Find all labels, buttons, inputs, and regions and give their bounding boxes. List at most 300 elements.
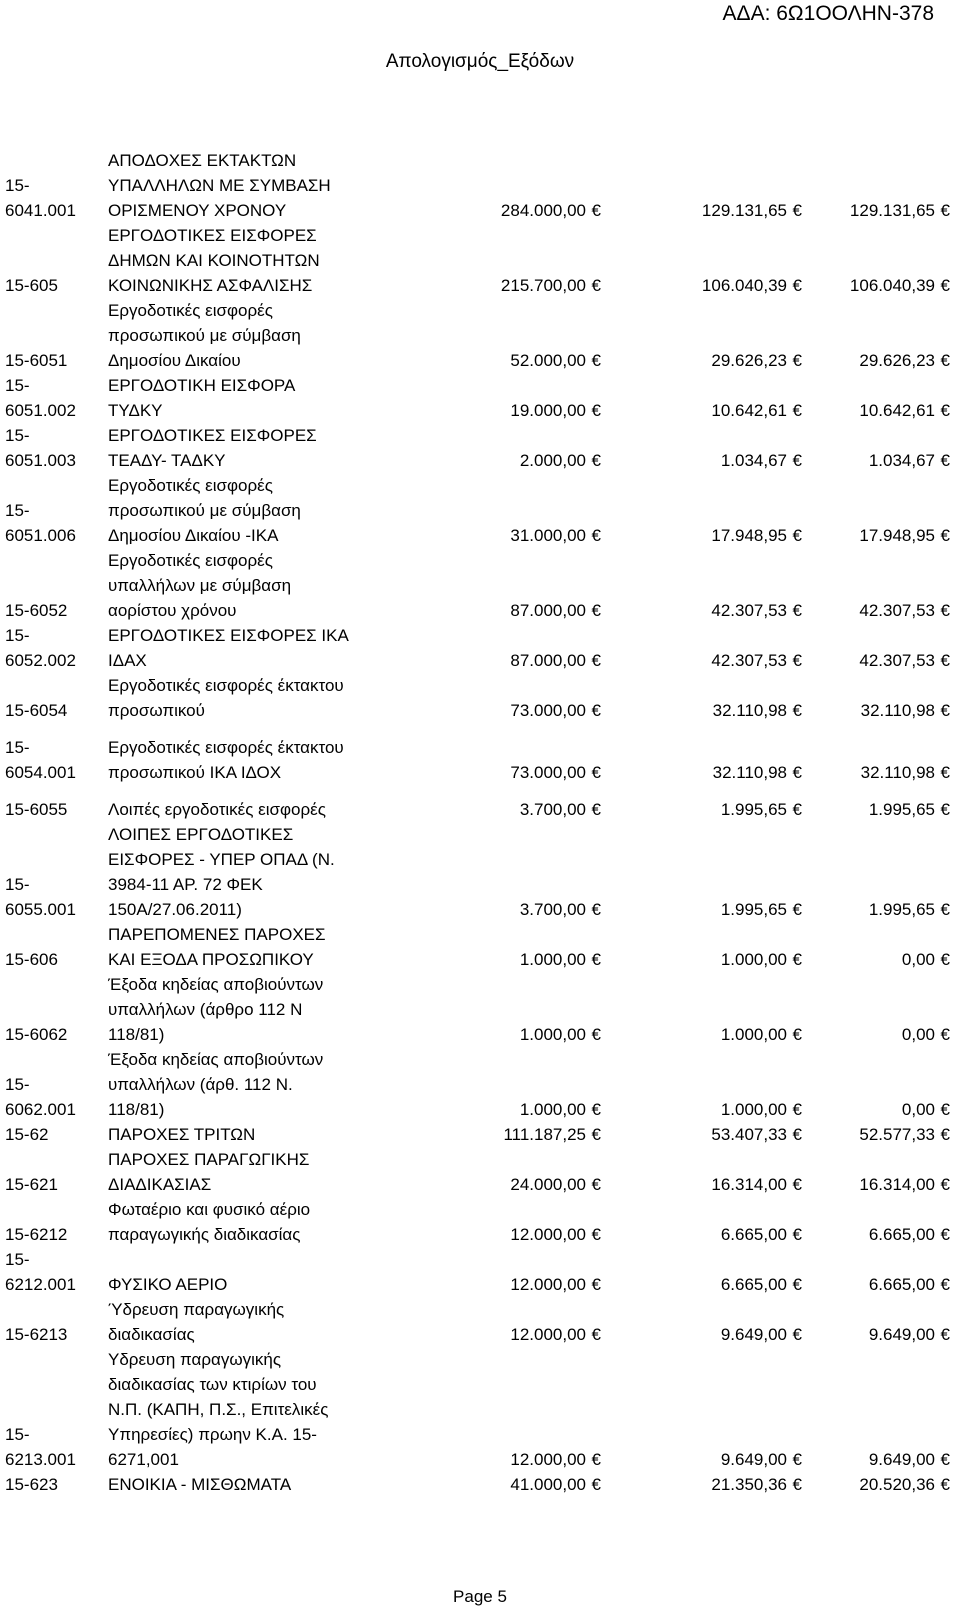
table-row [0, 223, 960, 298]
account-code-line: 6041.001 [5, 201, 76, 220]
account-description [108, 1297, 284, 1347]
committed-amount [721, 797, 802, 822]
amount-value: 32.110,98 [712, 701, 787, 720]
description-line: ΤΕΑΔΥ- ΤΑΔΚΥ [108, 451, 226, 470]
account-description [108, 148, 331, 223]
budget-amount [510, 698, 601, 723]
account-description [108, 298, 301, 373]
euro-sign: € [792, 1275, 802, 1294]
amount-value: 73.000,00 [510, 701, 586, 720]
account-code-line: 6055.001 [5, 900, 76, 919]
description-line: Εργοδοτικές εισφορές έκτακτου [108, 738, 344, 757]
account-code-line: 15- [5, 626, 30, 645]
account-code [5, 173, 105, 223]
paid-amount [869, 1447, 950, 1472]
budget-amount [503, 1122, 601, 1147]
description-line: προσωπικού ΙΚΑ ΙΔΟΧ [108, 763, 282, 782]
amount-value: 12.000,00 [510, 1275, 586, 1294]
description-line: ΕΡΓΟΔΟΤΙΚΕΣ ΕΙΣΦΟΡΕΣ ΙΚΑ [108, 626, 349, 645]
euro-sign: € [792, 1125, 802, 1144]
euro-sign: € [940, 1025, 950, 1044]
amount-value: 1.995,65 [868, 900, 935, 919]
table-row [0, 735, 960, 785]
table-row [0, 548, 960, 623]
account-code-line: 6212.001 [5, 1275, 76, 1294]
euro-sign: € [940, 1475, 950, 1494]
paid-amount [869, 448, 950, 473]
description-line: ΚΟΙΝΩΝΙΚΗΣ ΑΣΦΑΛΙΣΗΣ [108, 276, 313, 295]
table-row [0, 1472, 960, 1497]
account-code-line: 15- [5, 176, 30, 195]
account-code [5, 872, 105, 922]
table-row [0, 623, 960, 673]
amount-value: 41.000,00 [510, 1475, 586, 1494]
committed-amount [711, 398, 802, 423]
account-code-line: 15-621 [5, 1175, 58, 1194]
euro-sign: € [940, 800, 950, 819]
committed-amount [711, 1472, 802, 1497]
committed-amount [711, 523, 802, 548]
euro-sign: € [591, 1025, 601, 1044]
amount-value: 17.948,95 [859, 526, 935, 545]
description-line: αορίστου χρόνου [108, 601, 237, 620]
account-code-line: 15-62 [5, 1125, 49, 1144]
description-line: Υπηρεσίες) πρωην Κ.Α. 15- [108, 1425, 317, 1444]
table-row [0, 1297, 960, 1347]
amount-value: 19.000,00 [510, 401, 586, 420]
description-line: ΔΙΑΔΙΚΑΣΙΑΣ [108, 1175, 212, 1194]
account-code [5, 1322, 105, 1347]
description-line: ΟΡΙΣΜΕΝΟΥ ΧΡΟΝΟΥ [108, 201, 287, 220]
description-line: ΕΡΓΟΔΟΤΙΚΗ ΕΙΣΦΟΡΑ [108, 376, 296, 395]
euro-sign: € [792, 351, 802, 370]
account-code [5, 498, 105, 548]
description-line: ΚΑΙ ΕΞΟΔΑ ΠΡΟΣΩΠΙΚΟΥ [108, 950, 314, 969]
euro-sign: € [940, 201, 950, 220]
description-line: ΠΑΡΕΠΟΜΕΝΕΣ ΠΑΡΟΧΕΣ [108, 925, 326, 944]
account-code [5, 598, 105, 623]
account-code-line: 15-6054 [5, 701, 68, 720]
amount-value: 32.110,98 [860, 763, 935, 782]
paid-amount [850, 273, 950, 298]
table-row [0, 822, 960, 922]
account-code [5, 1072, 105, 1122]
paid-amount [869, 797, 950, 822]
committed-amount [713, 760, 802, 785]
account-code [5, 797, 105, 822]
description-line: ΤΥΔΚΥ [108, 401, 163, 420]
euro-sign: € [792, 201, 802, 220]
amount-value: 284.000,00 [500, 201, 586, 220]
amount-value: 29.626,23 [711, 351, 787, 370]
euro-sign: € [940, 351, 950, 370]
table-row [0, 1122, 960, 1147]
description-line: υπαλλήλων (άρθ. 112 Ν. [108, 1075, 293, 1094]
account-description [108, 1122, 255, 1147]
paid-amount [861, 698, 950, 723]
euro-sign: € [940, 900, 950, 919]
amount-value: 1.995,65 [720, 900, 787, 919]
table-row [0, 922, 960, 972]
amount-value: 42.307,53 [711, 601, 787, 620]
budget-amount [510, 760, 601, 785]
euro-sign: € [792, 800, 802, 819]
account-description [108, 797, 326, 822]
committed-amount [721, 1022, 802, 1047]
page-title: Απολογισμός_Εξόδων [385, 51, 575, 72]
committed-amount [721, 1272, 802, 1297]
budget-amount [520, 897, 601, 922]
amount-value: 3.700,00 [519, 800, 586, 819]
amount-value: 1.995,65 [868, 800, 935, 819]
paid-amount [859, 1472, 950, 1497]
description-line: Δημοσίου Δικαίου [108, 351, 241, 370]
amount-value: 6.665,00 [720, 1275, 787, 1294]
account-code [5, 1472, 105, 1497]
account-description [108, 822, 335, 922]
amount-value: 52.000,00 [510, 351, 586, 370]
description-line: ΥΠΑΛΛΗΛΩΝ ΜΕ ΣΥΜΒΑΣΗ [108, 176, 331, 195]
description-line: ΕΡΓΟΔΟΤΙΚΕΣ ΕΙΣΦΟΡΕΣ [108, 226, 317, 245]
account-description [108, 922, 326, 972]
paid-amount [869, 1222, 950, 1247]
amount-value: 10.642,61 [859, 401, 935, 420]
budget-amount [510, 1222, 601, 1247]
account-code [5, 623, 105, 673]
description-line: 6271,001 [108, 1450, 179, 1469]
amount-value: 6.665,00 [868, 1275, 935, 1294]
euro-sign: € [940, 1450, 950, 1469]
ada-identifier: ΑΔΑ: 6Ω1ΟΟΛΗΝ-378 [722, 2, 934, 25]
account-description [108, 1047, 323, 1122]
account-code-line: 15- [5, 738, 30, 757]
euro-sign: € [940, 1275, 950, 1294]
budget-amount [520, 1097, 601, 1122]
euro-sign: € [940, 763, 950, 782]
account-code-line: 15- [5, 1425, 30, 1444]
description-line: 118/81) [108, 1100, 165, 1119]
amount-value: 3.700,00 [519, 900, 586, 919]
euro-sign: € [940, 451, 950, 470]
account-code-line: 15-605 [5, 276, 58, 295]
amount-value: 32.110,98 [712, 763, 787, 782]
account-description [108, 473, 301, 548]
euro-sign: € [940, 601, 950, 620]
amount-value: 12.000,00 [510, 1225, 586, 1244]
table-row [0, 1247, 960, 1297]
amount-value: 12.000,00 [510, 1450, 586, 1469]
budget-amount [510, 1447, 601, 1472]
description-line: προσωπικού με σύμβαση [108, 326, 301, 345]
amount-value: 1.000,00 [720, 950, 787, 969]
euro-sign: € [792, 1450, 802, 1469]
description-line: ΠΑΡΟΧΕΣ ΠΑΡΑΓΩΓΙΚΗΣ [108, 1150, 310, 1169]
account-code-line: 15-6212 [5, 1225, 68, 1244]
euro-sign: € [591, 601, 601, 620]
account-description [108, 735, 344, 785]
committed-amount [711, 598, 802, 623]
account-description [108, 1272, 227, 1297]
euro-sign: € [591, 1475, 601, 1494]
table-row [0, 673, 960, 723]
account-code [5, 1422, 105, 1472]
description-line: 150Α/27.06.2011) [108, 900, 242, 919]
committed-amount [721, 448, 802, 473]
description-line: παραγωγικής διαδικασίας [108, 1225, 301, 1244]
budget-amount [510, 398, 601, 423]
euro-sign: € [940, 701, 950, 720]
account-description [108, 1347, 328, 1472]
description-line: Εργοδοτικές εισφορές [108, 551, 273, 570]
amount-value: 42.307,53 [859, 601, 935, 620]
euro-sign: € [792, 276, 802, 295]
description-line: Έξοδα κηδείας αποβιούντων [108, 1050, 324, 1069]
account-code-line: 15- [5, 426, 30, 445]
budget-amount [510, 648, 601, 673]
account-description [108, 673, 344, 723]
description-line: Δημοσίου Δικαίου -ΙΚΑ [108, 526, 279, 545]
paid-amount [869, 1272, 950, 1297]
euro-sign: € [591, 1225, 601, 1244]
amount-value: 1.995,65 [720, 800, 787, 819]
paid-amount [859, 648, 950, 673]
account-code-line: 6054.001 [5, 763, 76, 782]
description-line: διαδικασίας των κτιρίων του [108, 1375, 317, 1394]
euro-sign: € [940, 401, 950, 420]
committed-amount [721, 1097, 802, 1122]
table-row [0, 1147, 960, 1197]
amount-value: 9.649,00 [868, 1325, 935, 1344]
description-line: Ν.Π. (ΚΑΠΗ, Π.Σ., Επιτελικές [108, 1400, 329, 1419]
amount-value: 2.000,00 [519, 451, 586, 470]
amount-value: 42.307,53 [711, 651, 787, 670]
budget-amount [520, 947, 601, 972]
account-code [5, 947, 105, 972]
euro-sign: € [940, 1325, 950, 1344]
account-description [108, 623, 349, 673]
euro-sign: € [591, 1450, 601, 1469]
amount-value: 17.948,95 [711, 526, 787, 545]
description-line: ΙΔΑΧ [108, 651, 147, 670]
account-code-line: 6213.001 [5, 1450, 76, 1469]
amount-value: 6.665,00 [868, 1225, 935, 1244]
description-line: ΕΡΓΟΔΟΤΙΚΕΣ ΕΙΣΦΟΡΕΣ [108, 426, 317, 445]
amount-value: 16.314,00 [711, 1175, 787, 1194]
amount-value: 106.040,39 [849, 276, 935, 295]
paid-amount [902, 947, 950, 972]
euro-sign: € [591, 351, 601, 370]
account-code-line: 6052.002 [5, 651, 76, 670]
paid-amount [859, 523, 950, 548]
table-row [0, 972, 960, 1047]
committed-amount [721, 1322, 802, 1347]
description-line: Υδρευση παραγωγικής [108, 1350, 282, 1369]
euro-sign: € [792, 401, 802, 420]
description-line: Λοιπές εργοδοτικές εισφορές [108, 800, 326, 819]
account-code-line: 15-6062 [5, 1025, 68, 1044]
amount-value: 32.110,98 [860, 701, 935, 720]
account-description [108, 223, 320, 298]
account-code-line: 15-6051 [5, 351, 68, 370]
description-line: προσωπικού [108, 701, 205, 720]
committed-amount [711, 1122, 802, 1147]
budget-amount [501, 273, 601, 298]
table-row [0, 473, 960, 548]
account-code-line: 15- [5, 376, 30, 395]
description-line: διαδικασίας [108, 1325, 195, 1344]
euro-sign: € [792, 1225, 802, 1244]
euro-sign: € [591, 950, 601, 969]
euro-sign: € [792, 601, 802, 620]
paid-amount [859, 598, 950, 623]
account-description [108, 373, 295, 423]
description-line: Εργοδοτικές εισφορές [108, 476, 273, 495]
budget-amount [510, 598, 601, 623]
paid-amount [850, 198, 950, 223]
paid-amount [859, 1172, 950, 1197]
account-description [108, 548, 291, 623]
account-code [5, 1122, 105, 1147]
committed-amount [711, 1172, 802, 1197]
budget-amount [520, 448, 601, 473]
account-description [108, 1472, 291, 1497]
account-description [108, 1197, 310, 1247]
amount-value: 87.000,00 [510, 651, 586, 670]
account-code-line: 15- [5, 501, 30, 520]
euro-sign: € [792, 763, 802, 782]
account-code [5, 423, 105, 473]
euro-sign: € [591, 701, 601, 720]
amount-value: 0,00 [901, 1100, 935, 1119]
amount-value: 215.700,00 [500, 276, 586, 295]
euro-sign: € [792, 1475, 802, 1494]
amount-value: 0,00 [901, 1025, 935, 1044]
amount-value: 29.626,23 [859, 351, 935, 370]
account-code [5, 698, 105, 723]
committed-amount [713, 698, 802, 723]
description-line: ΠΑΡΟΧΕΣ ΤΡΙΤΩΝ [108, 1125, 256, 1144]
description-line: ΕΝΟΙΚΙΑ - ΜΙΣΘΩΜΑΤΑ [108, 1475, 292, 1494]
amount-value: 1.000,00 [720, 1025, 787, 1044]
euro-sign: € [591, 900, 601, 919]
account-code-line: 15-606 [5, 950, 58, 969]
euro-sign: € [591, 401, 601, 420]
euro-sign: € [940, 1175, 950, 1194]
euro-sign: € [792, 1025, 802, 1044]
account-code [5, 1172, 105, 1197]
amount-value: 21.350,36 [711, 1475, 787, 1494]
account-code [5, 373, 105, 423]
euro-sign: € [591, 1100, 601, 1119]
account-code-line: 15-6052 [5, 601, 68, 620]
description-line: ΔΗΜΩΝ ΚΑΙ ΚΟΙΝΟΤΗΤΩΝ [108, 251, 320, 270]
budget-amount [520, 797, 601, 822]
euro-sign: € [591, 526, 601, 545]
description-line: 3984-11 ΑΡ. 72 ΦΕΚ [108, 875, 263, 894]
account-code-line: 6051.006 [5, 526, 76, 545]
euro-sign: € [792, 701, 802, 720]
table-row [0, 1047, 960, 1122]
description-line: Έξοδα κηδείας αποβιούντων [108, 975, 324, 994]
description-line: ΑΠΟΔΟΧΕΣ ΕΚΤΑΚΤΩΝ [108, 151, 297, 170]
euro-sign: € [591, 451, 601, 470]
table-row [0, 298, 960, 373]
amount-value: 6.665,00 [720, 1225, 787, 1244]
account-description [108, 1147, 309, 1197]
euro-sign: € [940, 651, 950, 670]
account-code [5, 273, 105, 298]
account-code-line: 15- [5, 1250, 30, 1269]
budget-amount [510, 348, 601, 373]
euro-sign: € [940, 1225, 950, 1244]
description-line: υπαλλήλων (άρθρο 112 Ν [108, 1000, 303, 1019]
amount-value: 9.649,00 [720, 1450, 787, 1469]
committed-amount [711, 348, 802, 373]
amount-value: 12.000,00 [510, 1325, 586, 1344]
amount-value: 1.034,67 [720, 451, 787, 470]
euro-sign: € [591, 763, 601, 782]
description-line: προσωπικού με σύμβαση [108, 501, 301, 520]
account-code-line: 6062.001 [5, 1100, 76, 1119]
account-code [5, 1222, 105, 1247]
amount-value: 111.187,25 [503, 1125, 586, 1144]
amount-value: 129.131,65 [849, 201, 935, 220]
account-code-line: 15-6213 [5, 1325, 68, 1344]
amount-value: 1.000,00 [720, 1100, 787, 1119]
committed-amount [721, 897, 802, 922]
amount-value: 16.314,00 [859, 1175, 935, 1194]
description-line: Ύδρευση παραγωγικής [108, 1300, 285, 1319]
account-code-line: 15-623 [5, 1475, 58, 1494]
account-code-line: 6051.003 [5, 451, 76, 470]
euro-sign: € [591, 651, 601, 670]
amount-value: 1.000,00 [519, 1100, 586, 1119]
paid-amount [861, 760, 950, 785]
budget-amount [510, 1322, 601, 1347]
euro-sign: € [591, 1275, 601, 1294]
euro-sign: € [940, 526, 950, 545]
account-description [108, 423, 317, 473]
euro-sign: € [591, 1325, 601, 1344]
amount-value: 10.642,61 [711, 401, 787, 420]
amount-value: 87.000,00 [510, 601, 586, 620]
expense-table [0, 148, 960, 1497]
euro-sign: € [591, 276, 601, 295]
table-row [0, 1347, 960, 1472]
amount-value: 1.034,67 [868, 451, 935, 470]
paid-amount [859, 1122, 950, 1147]
amount-value: 52.577,33 [859, 1125, 935, 1144]
paid-amount [869, 1322, 950, 1347]
euro-sign: € [792, 1325, 802, 1344]
amount-value: 0,00 [901, 950, 935, 969]
euro-sign: € [792, 1175, 802, 1194]
description-line: υπαλλήλων με σύμβαση [108, 576, 292, 595]
amount-value: 20.520,36 [859, 1475, 935, 1494]
account-code-line: 6051.002 [5, 401, 76, 420]
amount-value: 9.649,00 [720, 1325, 787, 1344]
paid-amount [859, 348, 950, 373]
description-line: Φωταέριο και φυσικό αέριο [108, 1200, 311, 1219]
budget-amount [510, 1472, 601, 1497]
euro-sign: € [792, 651, 802, 670]
account-code-line: 15- [5, 1075, 30, 1094]
euro-sign: € [792, 900, 802, 919]
budget-amount [520, 1022, 601, 1047]
euro-sign: € [940, 276, 950, 295]
amount-value: 31.000,00 [510, 526, 586, 545]
amount-value: 1.000,00 [519, 1025, 586, 1044]
